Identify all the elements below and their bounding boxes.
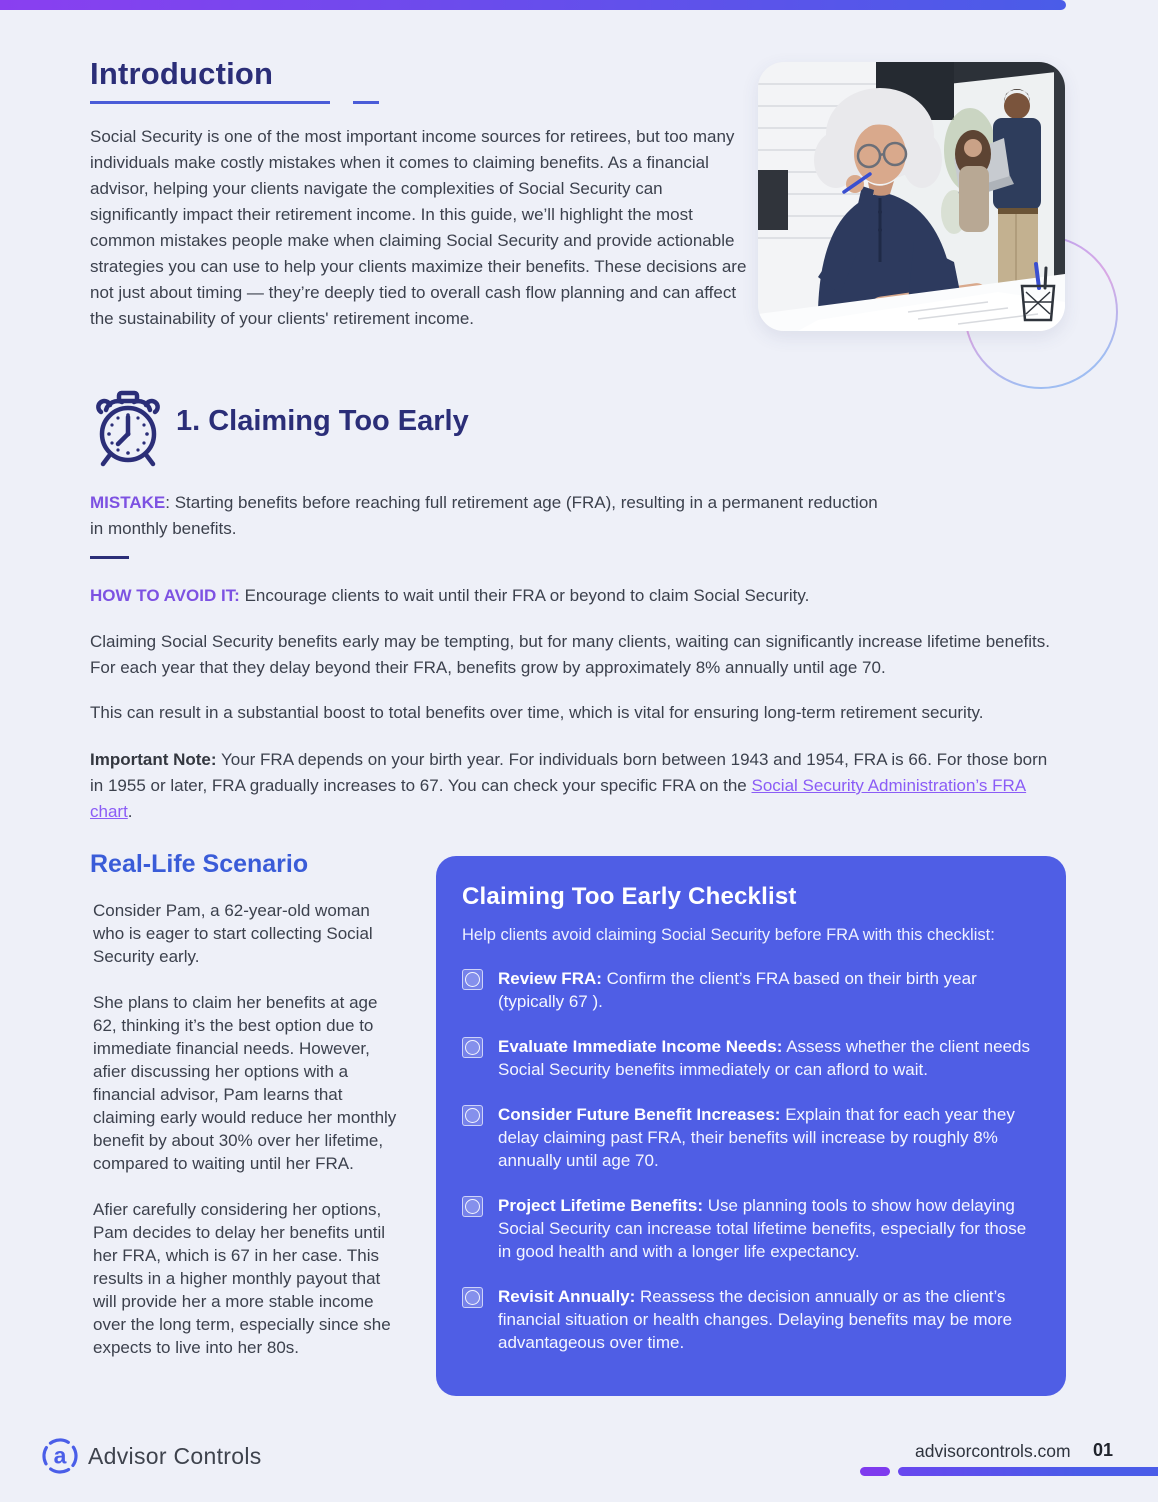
mistake-label: MISTAKE <box>90 493 166 512</box>
title-underline-dash <box>353 101 379 104</box>
checklist-item <box>462 967 1036 1013</box>
avoid-label: HOW TO AVOID IT: <box>90 586 240 605</box>
svg-text:a: a <box>53 1442 67 1469</box>
scenario-title: Real-Life Scenario <box>90 850 309 878</box>
body-paragraph-1: Claiming Social Security benefits early may be tempting, but for many clients, waiting can significantly increase lifetime benefits. For each year that they delay beyond their FRA, benefits grow by approximately 8% annually until age 70. <box>90 632 1050 677</box>
checkbox-icon[interactable] <box>462 969 483 990</box>
avoid-text: Encourage clients to wait until their FRA or beyond to claim Social Security. <box>239 586 810 605</box>
section-title: 1. Claiming Too Early <box>176 405 469 437</box>
checklist-item <box>462 1103 1036 1172</box>
body-paragraph-2: This can result in a substantial boost to total benefits over time, which is vital for ensuring long-term retirement security. <box>90 703 984 722</box>
advisor-controls-logo-icon <box>40 1436 80 1476</box>
scenario-column <box>93 899 400 1382</box>
mistake-text: : Starting benefits before reaching full retirement age (FRA), resulting in a permanent reduction in monthly benefits. <box>90 493 878 538</box>
photo-background-woman <box>955 130 991 232</box>
checklist-item <box>462 1035 1036 1081</box>
checklist-item-text: Revisit Annually: Reassess the decision annually or as the client’s financial situation or health changes. Delaying benefits may be more advantageous over time. <box>498 1287 1013 1352</box>
alarm-clock-icon <box>94 390 162 468</box>
checkbox-icon[interactable] <box>462 1105 483 1126</box>
footer-website: advisorcontrols.com <box>915 1441 1071 1461</box>
important-note <box>90 747 1065 825</box>
checklist-item-text: Evaluate Immediate Income Needs: Assess whether the client needs Social Security benefits immediately or can aflord to wait. <box>498 1037 1030 1079</box>
footer-accent-bar-long <box>898 1467 1158 1476</box>
checklist-title: Claiming Too Early Checklist <box>462 883 797 910</box>
scenario-paragraph-3: Afier carefully considering her options, Pam decides to delay her benefits until her FRA, which is 67 in her case. This results in a higher monthly payout that will provide her a more stable income over the long term, especially since she expects to live into her 80s. <box>93 1200 391 1357</box>
checklist-item-text: Review FRA: Confirm the client’s FRA based on their birth year (typically 67 ). <box>498 969 977 1011</box>
checklist-item-text: Project Lifetime Benefits: Use planning tools to show how delaying Social Security can increase total lifetime benefits, especially for those in good health and with a longer life expectancy. <box>498 1196 1027 1261</box>
important-note-label: Important Note: <box>90 750 217 769</box>
checklist-item <box>462 1194 1036 1263</box>
checklist-intro: Help clients avoid claiming Social Security before FRA with this checklist: <box>462 926 995 944</box>
mistake-paragraph <box>90 490 890 542</box>
footer-accent-bar-short <box>860 1467 890 1476</box>
title-underline <box>90 101 330 104</box>
page-title: Introduction <box>90 56 274 91</box>
important-note-period: . <box>127 802 133 821</box>
section-divider <box>90 556 129 559</box>
checklist-panel <box>436 856 1066 1396</box>
checkbox-icon[interactable] <box>462 1196 483 1217</box>
intro-paragraph: Social Security is one of the most important income sources for retirees, but too many individuals make costly mistakes when it comes to claiming benefits. As a financial advisor, helping your clients navigate the complexities of Social Security can significantly impact their retirement income. In this guide, we’ll highlight the most common mistakes people make when claiming Social Security and provide actionable strategies you can use to help your clients maximize their benefits. These decisions are not just about timing — they’re deeply tied to overall cash flow planning and can affect the sustainability of your clients' retirement income. <box>90 127 747 328</box>
checklist-item-text: Consider Future Benefit Increases: Explain that for each year they delay claiming past FRA, their benefits will increase by roughly 8% annually until age 70. <box>498 1105 1015 1170</box>
scenario-paragraph-2: She plans to claim her benefits at age 62, thinking it’s the best option due to immediate financial needs. However, afier discussing her options with a financial advisor, Pam learns that claiming early would reduce her monthly benefit by about 30% over her lifetime, compared to waiting until her FRA. <box>93 993 397 1173</box>
checkbox-icon[interactable] <box>462 1287 483 1308</box>
hero-photo <box>758 62 1065 331</box>
top-accent-bar <box>0 0 1066 10</box>
brand-name: Advisor Controls <box>88 1443 262 1469</box>
checkbox-icon[interactable] <box>462 1037 483 1058</box>
avoid-paragraph <box>90 583 1050 609</box>
fra-chart-link[interactable]: Social Security Administration’s FRA chart <box>90 776 1027 821</box>
scenario-paragraph-1: Consider Pam, a 62-year-old woman who is eager to start collecting Social Security early. <box>93 901 373 966</box>
important-note-text: Your FRA depends on your birth year. For individuals born between 1943 and 1954, FRA is 66. For those born in 1955 or later, FRA gradually increases to 67. You can check your specific FRA on the <box>90 750 1048 795</box>
page-number: 01 <box>1093 1440 1114 1460</box>
checklist-item <box>462 1285 1036 1354</box>
